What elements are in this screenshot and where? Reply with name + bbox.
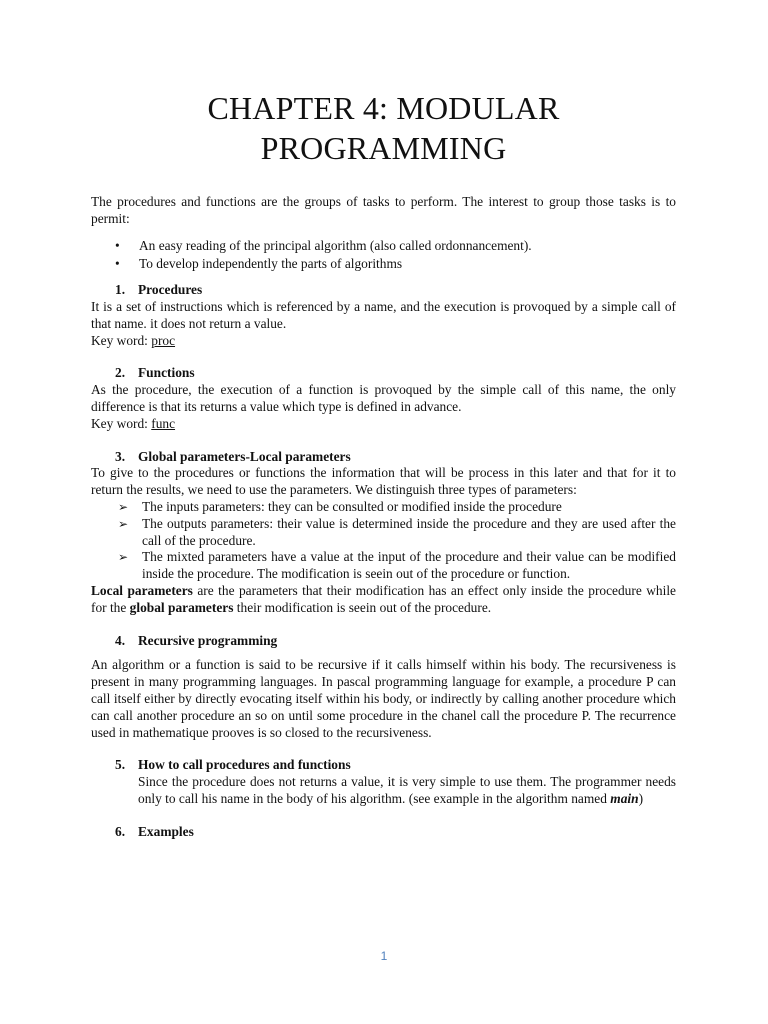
section-heading-how-to-call (91, 757, 676, 774)
how-to-call-paragraph: Since the procedure does not returns a value, it is very simple to use them. The programmer needs only to call his name in the body of his algorithm. (see example in the algorithm named main) (138, 774, 676, 806)
title-line-1: CHAPTER 4: MODULAR (207, 90, 560, 126)
main-algorithm-name: main (610, 790, 639, 806)
arrow-bullet-icon: ➢ (118, 499, 129, 514)
section-title: Global parameters-Local parameters (138, 448, 351, 464)
section-heading-procedures (91, 282, 676, 299)
section-number: 6. (115, 823, 126, 839)
section-number: 5. (115, 757, 126, 773)
section-title: Examples (138, 823, 194, 839)
section-title: How to call procedures and functions (138, 757, 351, 773)
section-number: 1. (115, 282, 126, 298)
recursive-paragraph: An algorithm or a function is said to be recursive if it calls himself within his body. The recursiveness is present in many programming languages. In pascal programming language for example, a procedure P can call itself either by directly evocating itself within his body, or indirectly by calling another procedure which can call another procedure an so on until some procedure in the chanel call the procedure P. The recurrence used in mathematique prooves is so closed to the recursiveness. (91, 657, 676, 740)
page-number: 1 (380, 949, 388, 963)
keyword-prefix: Key word: (91, 415, 152, 431)
parameter-types-list (91, 499, 676, 583)
section-heading-functions (91, 365, 676, 382)
keyword-prefix: Key word: (91, 332, 152, 348)
list-item (118, 516, 676, 550)
section-heading-recursive (91, 633, 676, 650)
section-number: 2. (115, 365, 126, 381)
section-title: Functions (138, 365, 195, 381)
list-item-text: The inputs parameters: they can be consulted or modified inside the procedure (142, 498, 562, 514)
global-parameters-term: global parameters (129, 599, 234, 615)
section-heading-parameters (91, 449, 676, 466)
section-title: Procedures (138, 282, 203, 298)
arrow-bullet-icon: ➢ (118, 550, 129, 565)
section-number: 3. (115, 448, 126, 464)
section-heading-examples (91, 824, 676, 841)
local-global-paragraph: Local parameters are the parameters that their modification has an effect only inside the procedure while for the global parameters their modification is seein out of the procedure. (91, 582, 676, 615)
list-item (118, 549, 676, 583)
section-number: 4. (115, 632, 126, 648)
list-item-text: The mixted parameters have a value at the input of the procedure and their value can be modified inside the procedure. The modification is seein out of the procedure or function. (142, 549, 676, 582)
intro-paragraph: The procedures and functions are the groups of tasks to perform. The interest to group those tasks is to permit: (91, 194, 676, 226)
list-item-text: The outputs parameters: their value is determined inside the procedure and they are used after the call of the procedure. (142, 515, 676, 548)
bullet-item: • To develop independently the parts of algorithms (115, 256, 676, 273)
title-line-2: PROGRAMMING (260, 130, 507, 166)
functions-keyword-line (91, 416, 676, 433)
keyword-proc: proc (151, 332, 176, 348)
section-title: Recursive programming (138, 632, 278, 648)
arrow-bullet-icon: ➢ (118, 516, 129, 531)
keyword-func: func (151, 415, 176, 431)
bullet-list (91, 238, 676, 274)
procedures-keyword-line (91, 333, 676, 350)
parameters-paragraph: To give to the procedures or functions the information that will be process in this later and that for it to return the results, we need to use the parameters. We distinguish three types of parameters: (91, 465, 676, 498)
bullet-item: • An easy reading of the principal algorithm (also called ordonnancement). (115, 238, 676, 255)
local-parameters-term: Local parameters (91, 582, 193, 598)
procedures-paragraph: It is a set of instructions which is referenced by a name, and the execution is provoqued by a simple call of that name. it does not return a value. (91, 298, 676, 331)
list-item (118, 499, 676, 516)
page-title (91, 88, 676, 168)
functions-paragraph: As the procedure, the execution of a function is provoqued by the simple call of this name, the only difference is that its returns a value which type is defined in advance. (91, 382, 676, 414)
